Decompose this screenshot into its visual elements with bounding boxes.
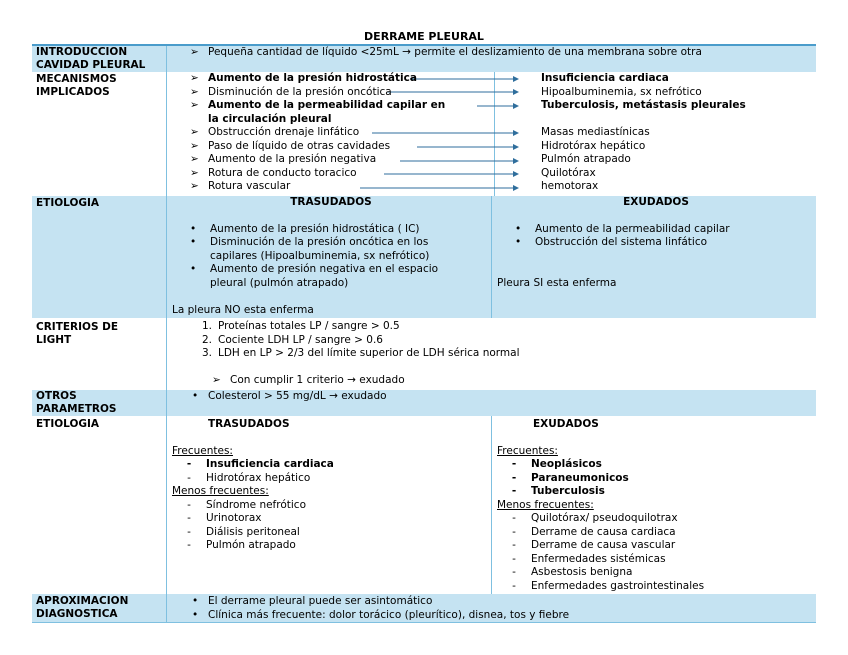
arrow-bullet-icon: ➢ <box>190 85 199 98</box>
column-title: TRASUDADOS <box>290 196 372 208</box>
section-light <box>32 318 816 390</box>
bullet-icon: • <box>515 222 522 235</box>
header-line: LIGHT <box>36 334 72 346</box>
list-item: Diálisis peritoneal <box>206 525 300 538</box>
mechanism-text: Aumento de la presión hidrostática <box>208 72 417 84</box>
section-header: ETIOLOGIA <box>36 418 100 430</box>
otros-text: Colesterol > 55 mg/dL → exudado <box>208 390 387 402</box>
item-number: 3. <box>201 347 212 359</box>
divider <box>166 46 167 72</box>
arrow-bullet-icon: ➢ <box>212 373 221 386</box>
light-note: Con cumplir 1 criterio → exudado <box>230 373 405 386</box>
bullet-icon: • <box>515 236 522 248</box>
header-line: PARAMETROS <box>36 403 117 415</box>
list-item: Tuberculosis <box>531 485 605 497</box>
list-item: Síndrome nefrótico <box>206 498 306 511</box>
frequent-label: Frecuentes: <box>172 444 233 457</box>
trasudados-note: La pleura NO esta enferma <box>172 304 314 316</box>
header-line: DIAGNOSTICA <box>36 608 118 620</box>
list-item: Enfermedades gastrointestinales <box>531 579 705 592</box>
list-item: Asbestosis benigna <box>531 566 633 578</box>
bullet-icon: • <box>192 390 199 402</box>
column-title: EXUDADOS <box>623 196 689 208</box>
mechanism-text: Paso de líquido de otras cavidades <box>208 139 391 152</box>
less-frequent-label: Menos frecuentes: <box>497 498 594 511</box>
divider <box>166 196 167 318</box>
mechanism-text: Obstrucción drenaje linfático <box>208 126 360 138</box>
mechanism-text: la circulación pleural <box>208 112 332 125</box>
bullet-icon: • <box>192 608 199 621</box>
mechanism-text: Rotura de conducto toracico <box>208 166 357 179</box>
divider <box>166 390 167 416</box>
item-number: 2. <box>201 333 212 346</box>
header-line: CRITERIOS DE <box>36 321 119 333</box>
bullet-icon: • <box>190 236 197 248</box>
divider <box>491 196 492 318</box>
list-item: Clínica más frecuente: dolor torácico (pleurítico), disnea, tos y fiebre <box>208 608 570 621</box>
exudados-note: Pleura SI esta enferma <box>497 276 617 289</box>
arrow-bullet-icon: ➢ <box>190 46 199 58</box>
page-title: DERRAME PLEURAL <box>364 30 484 43</box>
divider <box>166 594 167 622</box>
list-item: pleural (pulmón atrapado) <box>210 276 349 289</box>
cause-text: Tuberculosis, metástasis pleurales <box>541 99 746 111</box>
mechanism-text: Aumento de la permeabilidad capilar en <box>208 99 446 111</box>
cause-text: hemotorax <box>541 180 599 192</box>
section-introduccion <box>32 46 816 72</box>
list-item: Derrame de causa vascular <box>531 539 676 551</box>
section-header <box>36 321 164 347</box>
mechanism-text: Aumento de la presión negativa <box>208 153 377 165</box>
list-item: Insuficiencia cardiaca <box>206 458 334 470</box>
less-frequent-label: Menos frecuentes: <box>172 485 269 497</box>
list-item: Neoplásicos <box>531 458 602 470</box>
mechanisms-right <box>541 72 816 194</box>
list-item: Aumento de la permeabilidad capilar <box>535 222 730 235</box>
section-content <box>190 46 816 60</box>
section-aproximacion <box>32 594 816 622</box>
divider <box>491 416 492 594</box>
list-item: Derrame de causa cardiaca <box>531 525 676 538</box>
arrow-bullet-icon: ➢ <box>190 99 199 111</box>
list-item: Aumento de la presión hidrostática ( IC) <box>210 222 420 235</box>
exudados-column <box>497 196 815 290</box>
column-title: TRASUDADOS <box>208 418 290 430</box>
bullet-icon: • <box>190 263 197 275</box>
section-header <box>36 595 164 621</box>
header-line: APROXIMACION <box>36 595 129 607</box>
arrow-bullet-icon: ➢ <box>190 126 199 138</box>
divider <box>166 416 167 594</box>
header-line: OTROS <box>36 390 77 402</box>
list-item: Disminución de la presión oncótica en los <box>210 236 429 248</box>
arrow-bullet-icon: ➢ <box>190 166 199 179</box>
criterion-text: Proteínas totales LP / sangre > 0.5 <box>218 320 400 332</box>
cause-text: Hidrotórax hepático <box>541 139 646 152</box>
trasudados-column <box>172 196 490 318</box>
cause-text: Pulmón atrapado <box>541 153 631 165</box>
list-item: Quilotórax/ pseudoquilotrax <box>531 512 678 524</box>
list-item: Obstrucción del sistema linfático <box>535 236 708 248</box>
intro-text: Pequeña cantidad de líquido <25mL → permite el deslizamiento de una membrana sobre otra <box>208 46 702 58</box>
section-header: ETIOLOGIA <box>36 197 100 209</box>
cause-text: Hipoalbuminemia, sx nefrótico <box>541 85 702 98</box>
mechanism-text: Rotura vascular <box>208 180 291 192</box>
criterion-text: LDH en LP > 2/3 del límite superior de LDH sérica normal <box>218 347 520 359</box>
section-header <box>36 390 164 416</box>
bullet-icon: • <box>192 595 199 607</box>
bullet-icon: • <box>190 222 197 235</box>
header-line: MECANISMOS <box>36 73 117 85</box>
list-item: Hidrotórax hepático <box>206 471 311 484</box>
section-content <box>190 595 816 622</box>
list-item: capilares (Hipoalbuminemia, sx nefrótico) <box>210 249 430 262</box>
list-item: Pulmón atrapado <box>206 539 296 551</box>
section-etiologia-2 <box>32 416 816 594</box>
list-item: Paraneumonicos <box>531 471 629 484</box>
divider <box>166 318 167 390</box>
cause-text: Masas mediastínicas <box>541 126 650 138</box>
cause-text: Insuficiencia cardiaca <box>541 72 669 84</box>
light-criteria <box>190 320 816 387</box>
list-item: Enfermedades sistémicas <box>531 552 666 565</box>
section-content <box>190 390 816 404</box>
header-line: CAVIDAD PLEURAL <box>36 59 146 71</box>
list-item: Urinotorax <box>206 512 262 524</box>
list-item: El derrame pleural puede ser asintomático <box>208 595 433 607</box>
table-bottom-rule <box>32 622 816 623</box>
criterion-text: Cociente LDH LP / sangre > 0.6 <box>218 333 383 346</box>
arrow-bullet-icon: ➢ <box>190 139 199 152</box>
trasudados-list: TRASUDADOS Frecuentes: - Insuficiencia cardiaca - Hidrotórax hepático Menos frecuentes: - Síndrome nefrótico - Urinotorax - Diálisis peritoneal - Pulmón atrapado <box>172 418 490 553</box>
section-otros <box>32 390 816 416</box>
cause-text: Quilotórax <box>541 166 596 179</box>
mechanism-text: Disminución de la presión oncótica <box>208 85 392 98</box>
header-line: IMPLICADOS <box>36 86 110 98</box>
arrow-bullet-icon: ➢ <box>190 153 199 165</box>
frequent-label: Frecuentes: <box>497 444 558 457</box>
column-title: EXUDADOS <box>533 418 599 430</box>
item-number: 1. <box>201 320 212 332</box>
section-etiologia-1 <box>32 196 816 318</box>
section-mecanismos <box>32 72 816 196</box>
header-line: INTRODUCCION <box>36 46 128 58</box>
list-item: Aumento de presión negativa en el espacio <box>210 263 439 275</box>
arrow-bullet-icon: ➢ <box>190 72 199 84</box>
arrow-bullet-icon: ➢ <box>190 180 199 192</box>
exudados-list: EXUDADOS Frecuentes: - Neoplásicos - Paraneumonicos - Tuberculosis Menos frecuentes: - Quilotórax/ pseudoquilotrax - Derrame de causa cardiaca - Derrame de causa vascular - Enfermedades sistémicas - Asbestosis benigna - Enfermedades gastrointestinales <box>497 418 815 593</box>
section-header <box>36 46 164 72</box>
